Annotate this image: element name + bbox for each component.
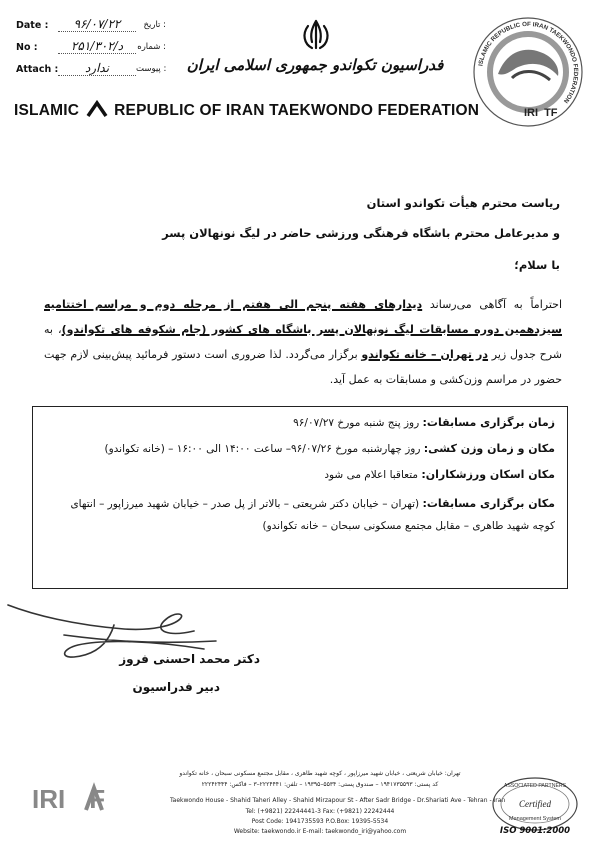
logo-mark: IRI TF: [524, 107, 558, 119]
federation-title-en: [14, 100, 484, 120]
signer-name: دکتر محمد احسنی فروز: [119, 652, 260, 666]
cert-mid-text: Certified: [519, 799, 551, 809]
cert-top-text: ASSOCIATED PARTNERS: [503, 783, 567, 789]
body-request: برگزار می‌گردد. لذا ضروری است دستور فرمائید پیش‌بینی لازم جهت حضور در مراسم وزن‌کشی و مسابقات به عمل آید.: [44, 348, 562, 386]
detail-lodging-value: متعاقبا اعلام می شود: [324, 469, 419, 481]
chevron-mark-icon: [86, 100, 108, 118]
recipient-line-2: و مدیرعامل محترم باشگاه فرهنگی ورزشی حاضر در لیگ نونهالان پسر: [162, 226, 560, 240]
title-en-part1: ISLAMIC: [14, 102, 80, 119]
meta-number-label-fa: شماره :: [137, 42, 166, 52]
footer-postal: Post Code: 1941735593 P.O.Box: 19395-5534: [251, 818, 389, 825]
body-location: در تهران – خانه تکواندو: [361, 348, 489, 361]
detail-match-date: [45, 415, 555, 431]
body-intro: احتراماً به آگاهی می‌رساند: [429, 298, 562, 311]
recipient-line-1: ریاست محترم هیأت تکواندو استان: [366, 196, 560, 210]
meta-number-label: No :: [16, 41, 38, 53]
meta-date-label-fa: تاریخ :: [143, 20, 166, 30]
meta-attach-value: ندارد: [58, 62, 136, 76]
iso-label: ISO 9001:2000: [499, 826, 571, 836]
detail-venue-value: (تهران – خیابان دکتر شریعتی – بالاتر از پل صدر – خیابان شهید میرزاپور – انتهای کوچه شهید طاهری – مقابل مجتمع مسکونی سبحان – خانه تکواندو): [70, 498, 555, 532]
footer-web: Website: taekwondo.ir E-mail: taekwondo_iri@yahoo.com: [233, 828, 407, 835]
detail-match-date-label: زمان برگزاری مسابقات:: [422, 416, 555, 429]
detail-venue-label: مکان برگزاری مسابقات:: [422, 497, 555, 510]
salutation: با سلام؛: [514, 258, 560, 272]
iran-emblem-icon: [298, 18, 334, 54]
signer-title: دبیر فدراسیون: [132, 680, 220, 694]
cert-bot-text: Management System: [509, 816, 561, 822]
federation-logo-icon: [468, 12, 588, 132]
footer-codes-fa: کد پستی: ۱۹۴۱۷۳۵۵۹۳ – صندوق پستی: ۵۵۳۴–۱۹۳۹۵ – تلفن: ۲۲۲۴۴۴۱–۳ – فاکس: ۲۲۲۴۲۴۴۴: [201, 781, 439, 788]
detail-match-date-value: روز پنج شنبه مورخ ۹۶/۰۷/۲۷: [293, 417, 420, 429]
title-en-part2: REPUBLIC OF IRAN TAEKWONDO FEDERATION: [114, 102, 480, 119]
detail-lodging: [45, 467, 555, 483]
meta-number: [16, 36, 166, 58]
body-schedule-ref: ، به شرح جدول زیر: [44, 323, 563, 361]
meta-date-value: ۹۶/۰۷/۲۲: [58, 18, 136, 32]
detail-venue: [45, 493, 555, 537]
letter-body: [44, 292, 562, 392]
footer-tel-fax: Tel: (+9821) 22244441-3 Fax: (+9821) 22242444: [245, 808, 395, 815]
federation-title-fa: فدراسیون تکواندو جمهوری اسلامی ایران: [186, 56, 444, 74]
meta-attach-label-fa: پیوست :: [136, 64, 167, 74]
meta-date: [16, 14, 166, 36]
footer-address-fa: تهران: خیابان شریعتی ، خیابان شهید میرزاپور ، کوچه شهید طاهری ، مقابل مجتمع مسکونی سبحان ، خانه تکواندو: [179, 770, 461, 777]
meta-attach: [16, 58, 166, 80]
detail-weighin: [45, 441, 555, 457]
detail-weighin-label: مکان و زمان وزن کشی:: [423, 442, 555, 455]
body-event: دیدارهای هفته پنجم الی هفتم از مرحله دوم و مراسم اختتامیه سیزدهمین دوره مسابقات لیگ نونهالان پسر باشگاه های کشور (جام شکوفه های تکواندو): [44, 298, 562, 336]
meta-date-label: Date :: [16, 19, 49, 31]
detail-lodging-label: مکان اسکان ورزشکاران:: [421, 468, 555, 481]
footer-logo-mark: IRI F: [32, 784, 106, 814]
meta-number-value: ۲۵۱/د/۳۰۲: [58, 40, 136, 54]
detail-weighin-value: روز چهارشنبه مورخ ۹۶/۰۷/۲۶– ساعت ۱۴:۰۰ الی ۱۶:۰۰ – (خانه تکواندو): [104, 443, 421, 455]
details-box: [32, 406, 568, 589]
meta-attach-label: Attach :: [16, 63, 59, 75]
logo-ring-text: ISLAMIC REPUBLIC OF IRAN TAEKWONDO FEDERATION: [477, 20, 580, 105]
footer-address-en: Taekwondo House - Shahid Taheri Alley - Shahid Mirzapour St - After Sadr Bridge - Dr.Shariati Ave - Tehran - Iran: [170, 797, 506, 804]
letter-meta: [16, 14, 166, 80]
footer-logo-icon: [28, 782, 138, 814]
